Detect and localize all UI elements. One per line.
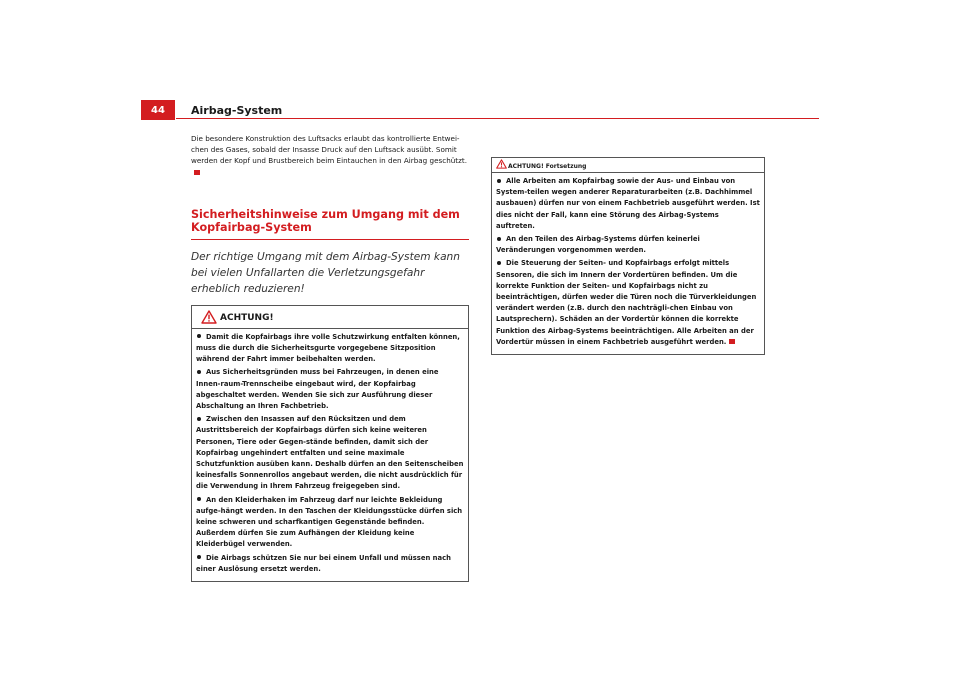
page-header-title: Airbag-System xyxy=(191,104,283,117)
warning-header xyxy=(192,306,468,328)
bullet-icon xyxy=(197,417,201,421)
warning-box-continued xyxy=(491,157,765,355)
warning-item xyxy=(196,367,464,412)
warning-title-continued: ACHTUNG! Fortsetzung xyxy=(508,163,587,170)
warning-header-continued xyxy=(492,158,764,172)
warning-item-text: Die Airbags schützen Sie nur bei einem Unfall und müssen nach einer Auslösung ersetzt werden. xyxy=(196,553,451,573)
warning-item-text: An den Teilen des Airbag-Systems dürfen keinerlei Veränderungen vorgenommen werden. xyxy=(496,235,700,255)
right-column xyxy=(491,157,765,355)
warning-item xyxy=(196,332,464,366)
warning-item-text: Damit die Kopfairbags ihre volle Schutzwirkung entfalten können, muss die durch die Sicherheitsgurte vorgegebene Sitzposition während der Fahrt immer beibehalten werden. xyxy=(196,332,460,364)
bullet-icon xyxy=(197,370,201,374)
warning-item xyxy=(496,176,760,232)
warning-divider xyxy=(192,328,468,329)
bullet-icon xyxy=(197,334,201,338)
warning-item-text: An den Kleiderhaken im Fahrzeug darf nur leichte Bekleidung aufge-hängt werden. In den Taschen der Kleidungsstücke dürfen sich keine schweren und scharfkantigen Gegenstände befinden. Außerdem dürfen Sie zum Aufhängen der Kleidung keine Kleiderbügel verwenden. xyxy=(196,495,463,549)
bullet-icon xyxy=(197,555,201,559)
warning-item xyxy=(196,495,464,551)
warning-item xyxy=(496,258,760,348)
warning-triangle-icon xyxy=(496,159,507,169)
left-column xyxy=(191,124,469,582)
header-divider xyxy=(176,118,819,119)
end-mark-icon xyxy=(729,339,735,344)
warning-box xyxy=(191,305,469,582)
end-mark-icon xyxy=(194,170,200,175)
warning-title: ACHTUNG! xyxy=(220,312,274,323)
section-divider xyxy=(191,239,469,240)
page-number: 44 xyxy=(141,100,175,120)
warning-item-text: Aus Sicherheitsgründen muss bei Fahrzeugen, in denen eine Innen-raum-Trennscheibe eingebaut wird, der Kopfairbag abgeschaltet werden. Wenden Sie sich zur Ausführung dieser Abschaltung an Ihren Fachbetrieb. xyxy=(196,368,439,411)
warning-item-text: Zwischen den Insassen auf den Rücksitzen und dem Austrittsbereich der Kopfairbags dürfen sich keine weiteren Personen, Tiere oder Gegen-stände befinden, damit sich der Kopfairbag ungehindert entfalten und seine maximale Schutzfunktion ausüben kann. Deshalb dürfen an den Seitenscheiben keinesfalls Sonnenrollos angebaut werden, die nicht ausdrücklich für die Verwendung in Ihrem Fahrzeug freigegeben sind. xyxy=(196,415,464,491)
bullet-icon xyxy=(497,261,501,265)
section-title: Sicherheitshinweise zum Umgang mit dem Kopfairbag-System xyxy=(191,207,460,235)
warning-item xyxy=(196,553,464,575)
intro-text: Die besondere Konstruktion des Luftsacks erlaubt das kontrollierte Entwei-chen des Gases, sobald der Insasse Druck auf den Luftsack ausübt. Somit werden der Kopf und Brustbereich beim Eintauchen in den Airbag geschützt. xyxy=(191,134,467,166)
warning-item-text: Alle Arbeiten am Kopfairbag sowie der Aus- und Einbau von System-teilen wegen anderer Reparaturarbeiten (z.B. Dachhimmel ausbauen) dürfen nur von einem Fachbetrieb ausgeführt werden. Ist dies nicht der Fall, kann eine Störung des Airbag-Systems auftreten. xyxy=(496,177,760,230)
intro-paragraph xyxy=(191,133,469,178)
warning-item xyxy=(196,414,464,492)
bullet-icon xyxy=(497,179,501,183)
warning-item xyxy=(496,234,760,256)
bullet-icon xyxy=(197,497,201,501)
bullet-icon xyxy=(497,237,501,241)
warning-triangle-icon xyxy=(201,310,217,324)
warning-item-text: Die Steuerung der Seiten- und Kopfairbags erfolgt mittels Sensoren, die sich im Innern der Vordertüren befinden. Um die korrekte Funktion der Seiten- und Kopfairbags nicht zu beeinträchtigen, dürfen weder die Türen noch die Türverkleidungen verändert werden (z.B. durch den nachträgli-chen Einbau von Lautsprechern). Schäden an der Vordertür können die korrekte Funktion des Airbag-Systems beeinträchtigen. Alle Arbeiten an der Vordertür müssen in einem Fachbetrieb ausgeführt werden. xyxy=(496,259,757,346)
lead-text: Der richtige Umgang mit dem Airbag-System kann bei vielen Unfallarten die Verletzungsgefahr erheblich reduzieren! xyxy=(191,250,460,295)
